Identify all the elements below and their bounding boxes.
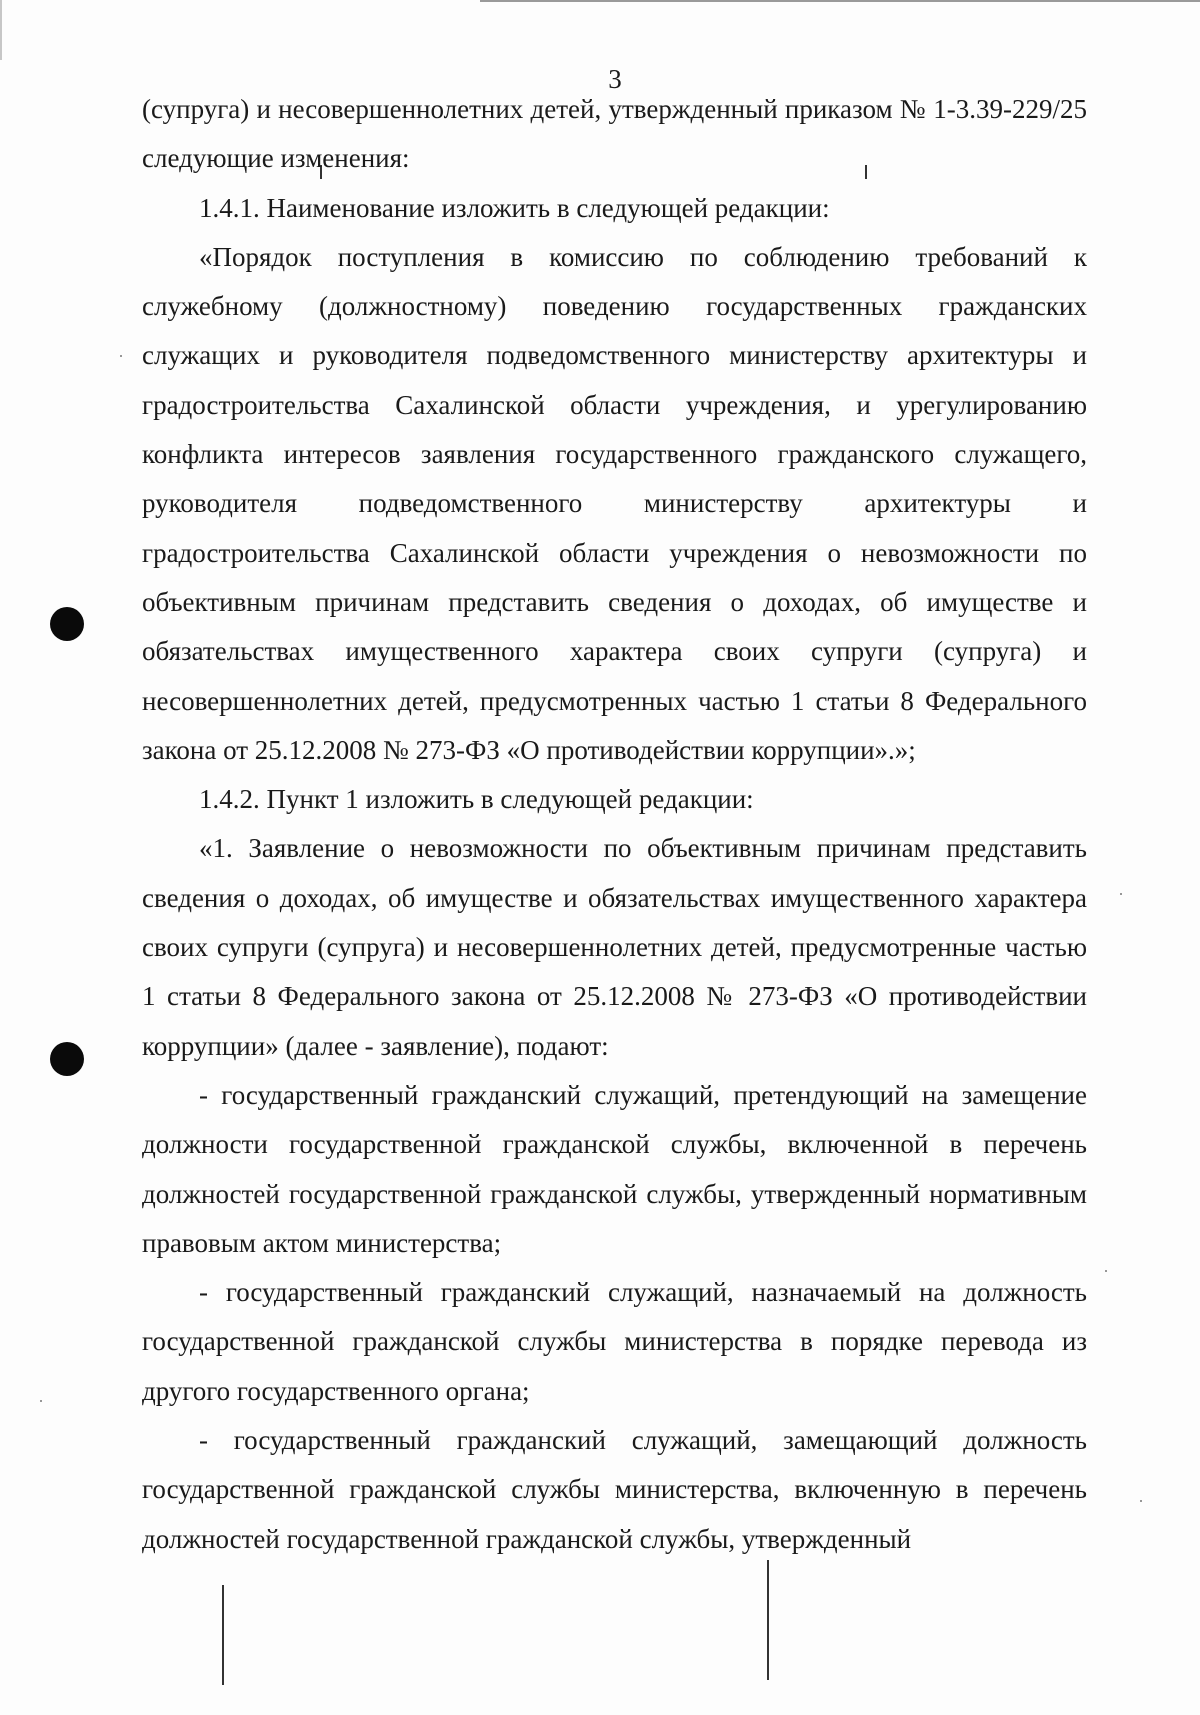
- scan-speck: [1105, 1270, 1107, 1272]
- scan-mark: [767, 1560, 769, 1680]
- scan-edge-line: [480, 0, 1200, 2]
- paragraph: - государственный гражданский служащий, претендующий на замещение должности государственной гражданской службы, включенной в перечень должностей государственной гражданской службы, утвержденный нормативным правовым актом министерства;: [142, 1079, 1087, 1258]
- paragraph: «Порядок поступления в комиссию по соблюдению требований к служебному (должностному) поведению государственных гражданских служащих и руководителя подведомственного министерству архитектуры и градостроительства Сахалинской области учреждения, и урегулированию конфликта интересов заявления государственного гражданского служащего, руководителя подведомственного министерству архитектуры и градостроительства Сахалинской области учреждения о невозможности по объективным причинам представить сведения о доходах, об имуществе и обязательствах имущественного характера своих супруги (супруга) и несовершеннолетних детей, предусмотренных частью 1 статьи 8 Федерального закона от 25.12.2008 № 273-ФЗ «О противодействии коррупции».»;: [142, 241, 1087, 765]
- punch-hole: [50, 607, 84, 641]
- scan-speck: [120, 355, 122, 357]
- page-number: 3: [608, 64, 622, 94]
- paragraph: «1. Заявление о невозможности по объективным причинам представить сведения о доходах, об имуществе и обязательствах имущественного характера своих супруги (супруга) и несовершеннолетних детей, предусмотренные частью 1 статьи 8 Федерального закона от 25.12.2008 № 273-ФЗ «О противодействии коррупции» (далее - заявление), подают:: [142, 833, 1087, 1061]
- punch-hole: [50, 1042, 84, 1076]
- scan-speck: [1120, 893, 1122, 895]
- scan-speck: [40, 1400, 42, 1402]
- paragraph: - государственный гражданский служащий, назначаемый на должность государственной гражданской службы министерства в порядке перевода из другого государственного органа;: [142, 1277, 1087, 1406]
- scan-edge-line: [0, 0, 2, 60]
- scan-mark: [222, 1585, 224, 1685]
- document-body: [142, 85, 1087, 1564]
- paragraph: 1.4.1. Наименование изложить в следующей редакции:: [199, 192, 830, 223]
- paragraph: 1.4.2. Пункт 1 изложить в следующей редакции:: [199, 784, 754, 815]
- paragraph: - государственный гражданский служащий, замещающий должность государственной гражданской службы министерства, включенную в перечень должностей государственной гражданской службы, утвержденный: [142, 1425, 1087, 1554]
- paragraph: (супруга) и несовершеннолетних детей, утвержденный приказом № 1-3.39-229/25 следующие изменения:: [142, 94, 1087, 174]
- scan-speck: [1140, 1500, 1142, 1502]
